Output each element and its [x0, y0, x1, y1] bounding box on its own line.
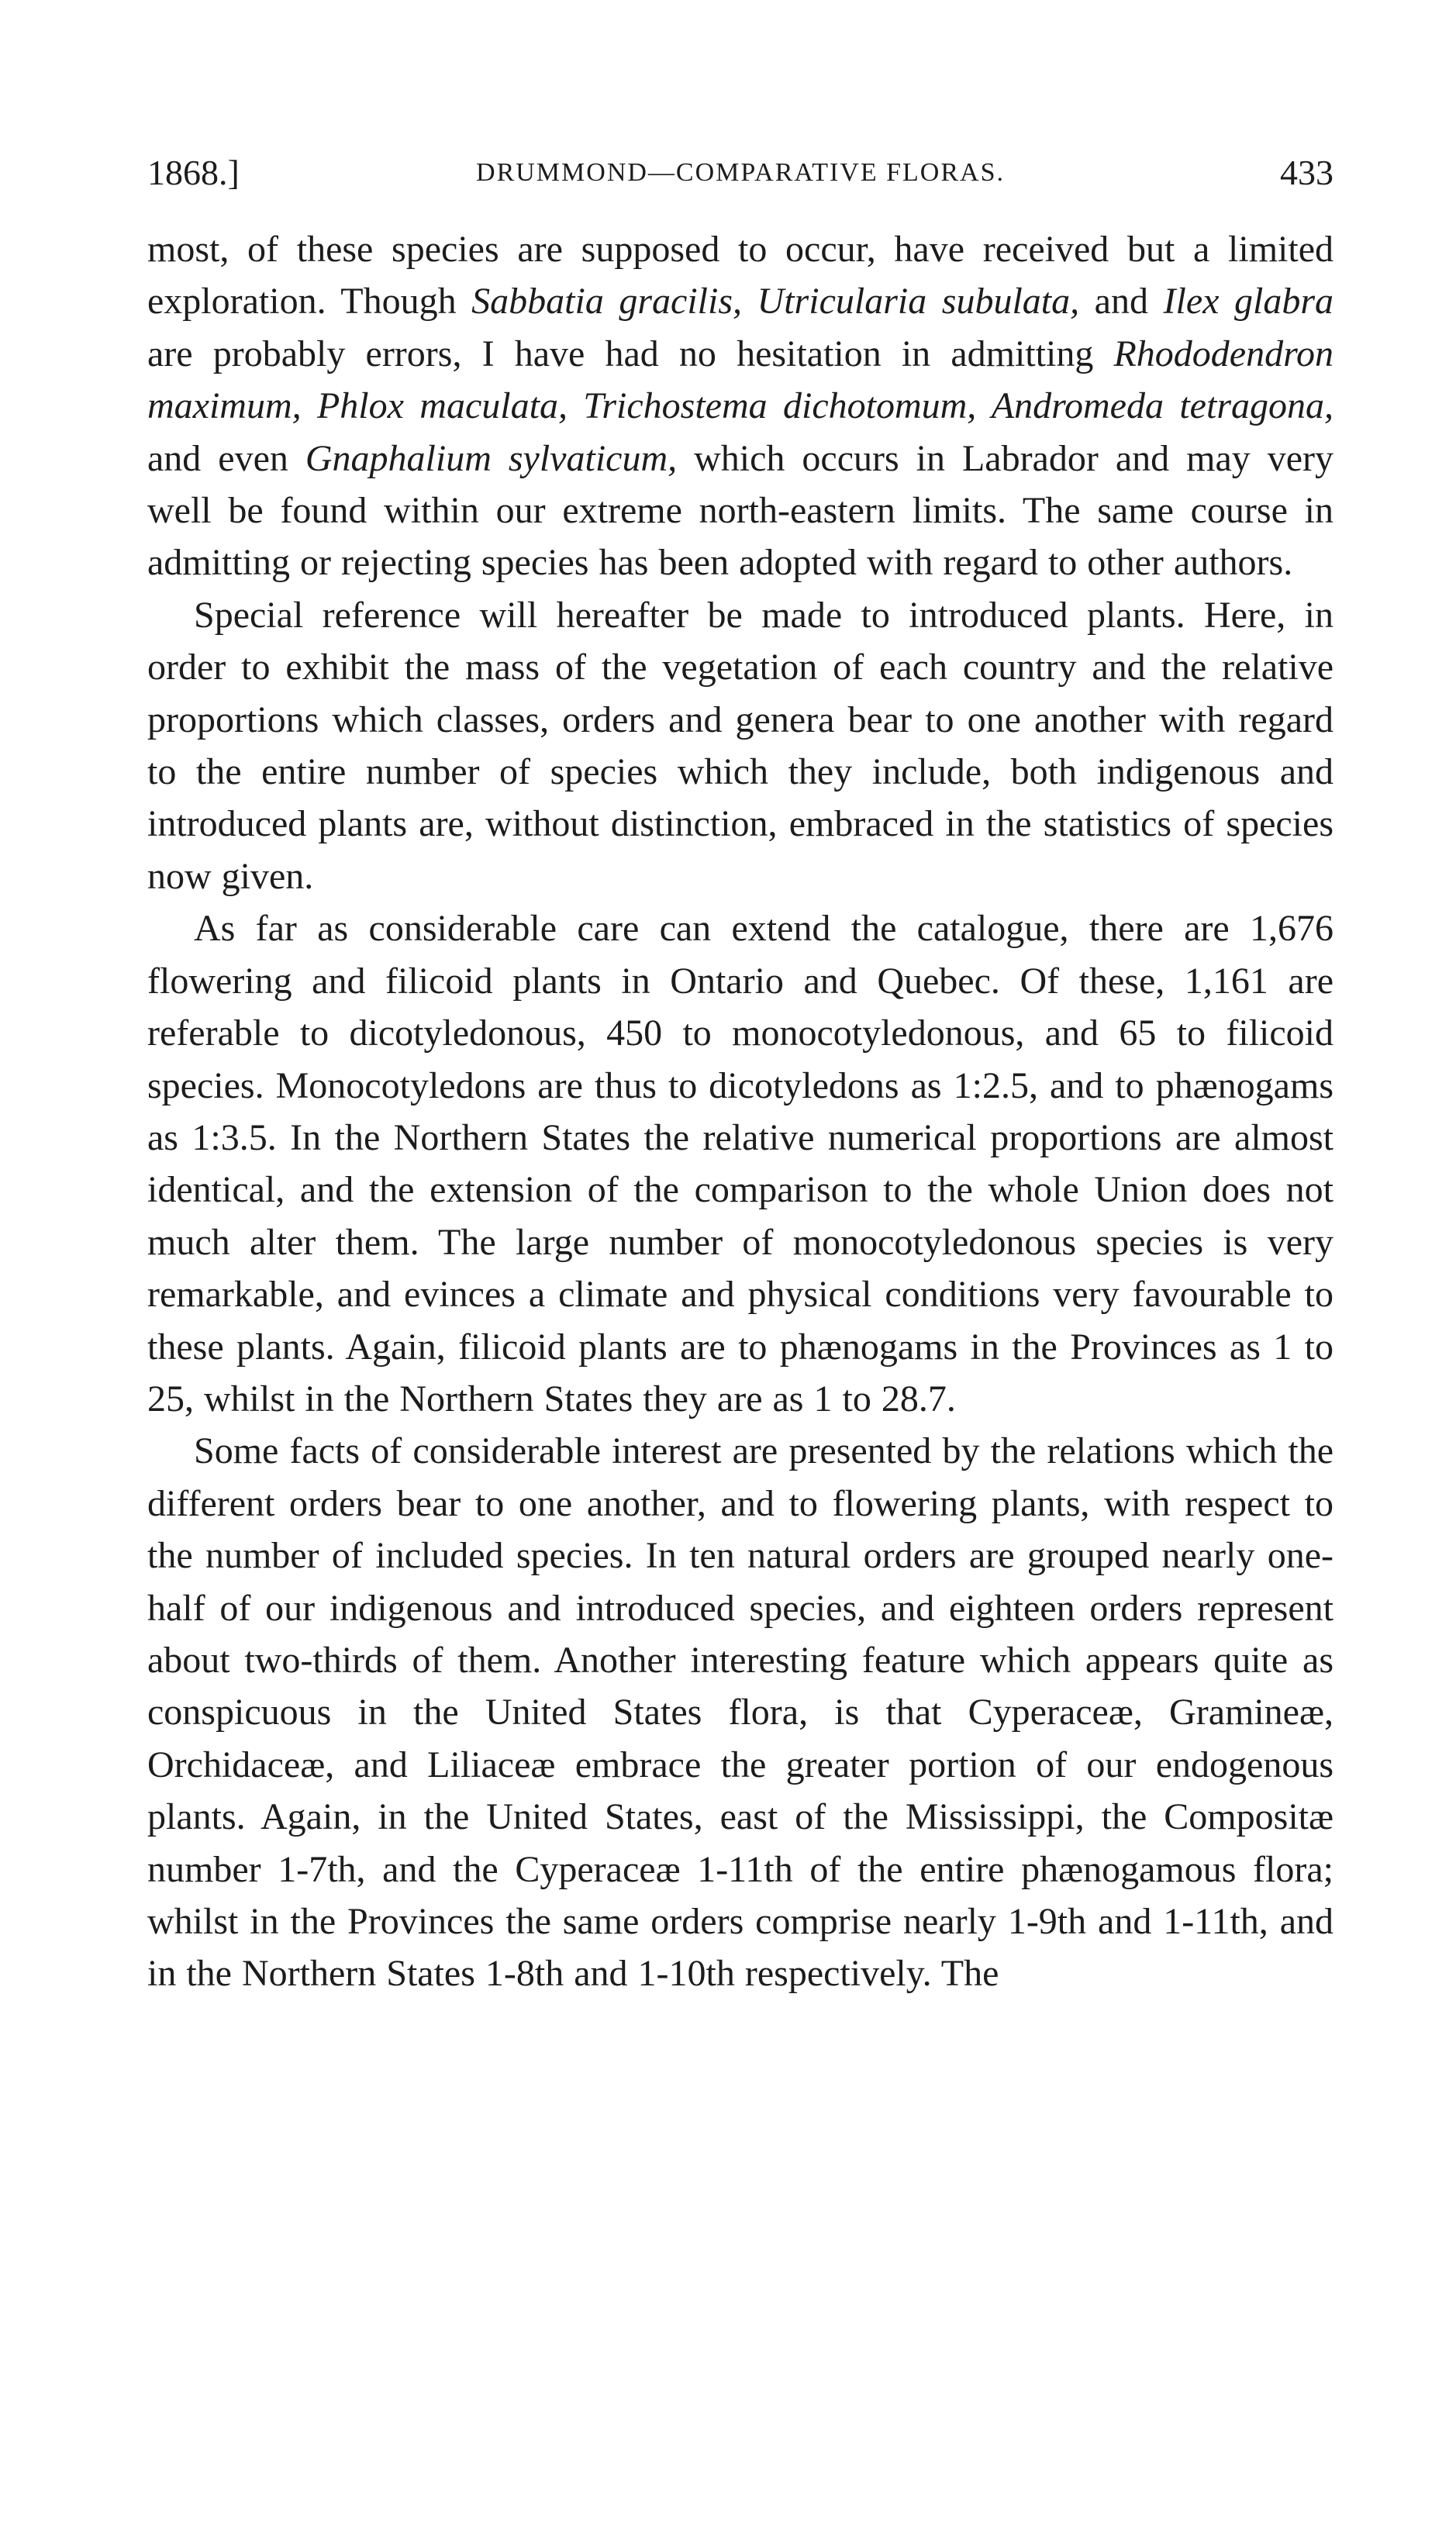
text-run: Some facts of considerable interest are presented by the relations which the different orders bear to one another, and to flowering plants, with respect to the number of included species. In ten natural orders are grouped nearly one-half of our indigenous and introduced species, and eighteen orders represent about two-thirds of them. Another interesting feature which appears quite as conspicuous in the United States flora, is that Cyperaceæ, Gramineæ, Orchidaceæ, and Liliaceæ embrace the greater portion of our endogenous plants. Again, in the United States, east of the Mississippi, the Compositæ number 1-7th, and the Cyperaceæ 1-11th of the entire phænogamous flora; whilst in the Provinces the same orders comprise nearly 1-9th and 1-11th, and in the Northern States 1-8th and 1-10th respectively. The: [147, 1430, 1334, 1995]
paragraph: [147, 223, 1334, 589]
text-run: which occurs in Labrador and may very well be found within our extreme north-eastern limits. The same course in admitting or rejecting species has been adopted with regard to other authors.: [147, 437, 1334, 584]
paragraph: [147, 902, 1334, 1425]
header-year: 1868.]: [147, 153, 240, 192]
paragraph: [147, 589, 1334, 902]
text-run: most, of these species are supposed to occur, have received but a limited exploration. Though: [147, 229, 1334, 323]
italic-text: Sabbatia gracilis, Utricularia subulata,: [471, 281, 1080, 323]
text-run: and: [1079, 281, 1164, 323]
header-title: DRUMMOND—COMPARATIVE FLORAS.: [476, 158, 1005, 187]
italic-text: Rhododendron maximum, Phlox maculata, Trichostema dichotomum, Andromeda tetragona,: [147, 333, 1334, 427]
text-run: are probably errors, I have had no hesitation in admitting: [147, 333, 1114, 374]
italic-text: Ilex glabra: [1163, 281, 1334, 323]
text-run: As far as considerable care can extend the catalogue, there are 1,676 flowering and filicoid plants in Ontario and Quebec. Of these, 1,161 are referable to dicotyledonous, 450 to monocotyledonous, and 65 to filicoid species. Monocotyledons are thus to dicotyledons as 1:2.5, and to phænogams as 1:3.5. In the Northern States the relative numerical proportions are almost identical, and the extension of the comparison to the whole Union does not much alter them. The large number of monocotyledonous species is very remarkable, and evinces a climate and physical conditions very favourable to these plants. Again, filicoid plants are to phænogams in the Provinces as 1 to 25, whilst in the Northern States they are as 1 to 28.7.: [147, 908, 1334, 1419]
text-run: and even: [147, 437, 305, 479]
text-run: Special reference will hereafter be made to introduced plants. Here, in order to exhibit the mass of the vegetation of each country and the relative proportions which classes, orders and genera bear to one another with regard to the entire number of species which they include, both indigenous and introduced plants are, without distinction, embraced in the statistics of species now given.: [147, 594, 1334, 897]
paragraph: [147, 1425, 1334, 1999]
body-text: [147, 223, 1334, 2000]
header-page-number: 433: [1280, 153, 1334, 192]
running-head: [147, 146, 1334, 200]
italic-text: Gnaphalium sylvaticum,: [305, 437, 678, 479]
